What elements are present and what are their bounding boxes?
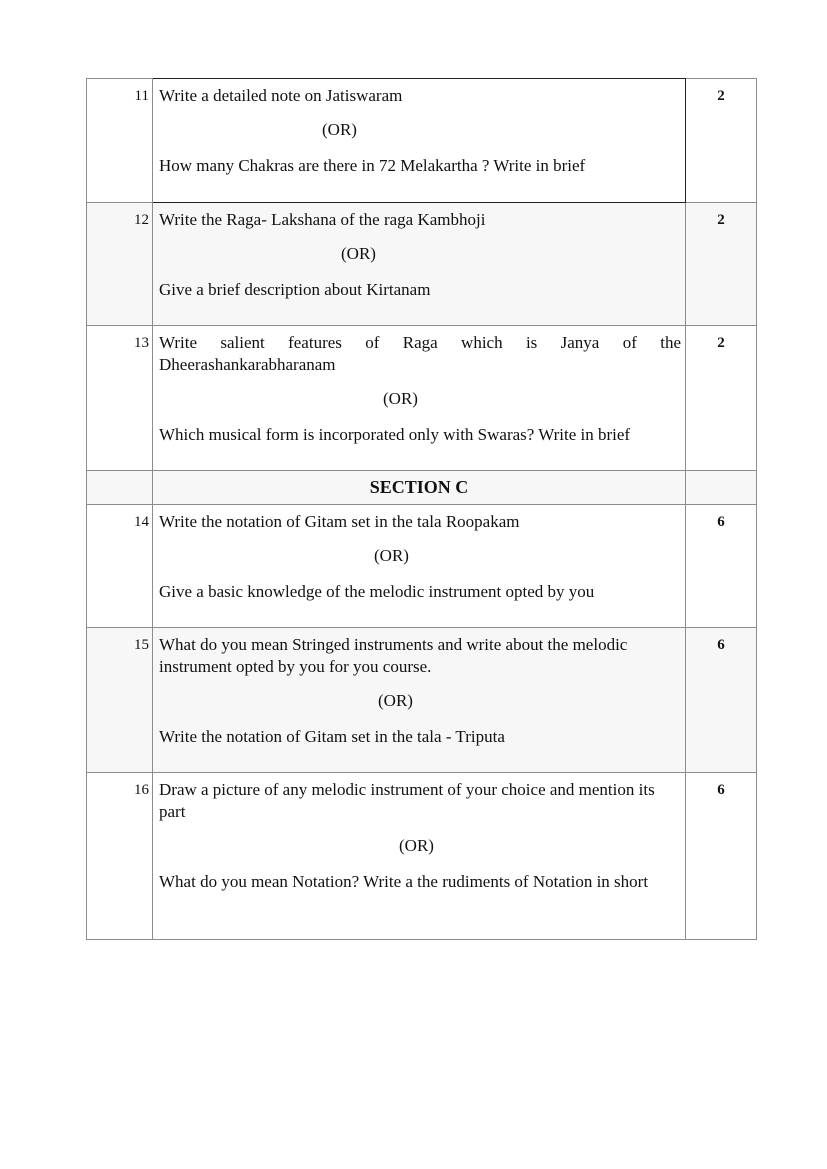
or-separator: (OR) (378, 691, 413, 710)
or-separator: (OR) (341, 244, 376, 263)
section-c-row (87, 471, 757, 505)
question-content (153, 326, 686, 471)
alternative-question-text: Write the notation of Gitam set in the tala - Triputa (159, 727, 505, 746)
marks: 2 (686, 79, 757, 203)
question-text-line-1: Write salient features of Raga which is Janya of the (159, 333, 681, 352)
section-marks-cell (686, 471, 757, 505)
question-content (153, 79, 686, 203)
question-content (153, 505, 686, 628)
section-heading: SECTION C (153, 471, 686, 505)
question-number: 11 (87, 79, 153, 203)
question-content (153, 628, 686, 773)
question-row-14 (87, 505, 757, 628)
alternative-question-text: Give a basic knowledge of the melodic instrument opted by you (159, 582, 595, 601)
question-content (153, 203, 686, 326)
question-number: 16 (87, 773, 153, 940)
question-text: Write the notation of Gitam set in the tala Roopakam (159, 512, 520, 531)
or-separator: (OR) (383, 389, 418, 408)
marks: 6 (686, 773, 757, 940)
question-text: Write the Raga- Lakshana of the raga Kambhoji (159, 210, 486, 229)
alternative-question-text: What do you mean Notation? Write a the rudiments of Notation in short (159, 872, 649, 891)
question-row-12 (87, 203, 757, 326)
question-number: 14 (87, 505, 153, 628)
alternative-question-text: Give a brief description about Kirtanam (159, 280, 431, 299)
question-number: 12 (87, 203, 153, 326)
alternative-question-text: How many Chakras are there in 72 Melakartha ? Write in brief (159, 156, 586, 175)
alternative-question-text: Which musical form is incorporated only with Swaras? Write in brief (159, 425, 631, 444)
or-separator: (OR) (322, 120, 357, 139)
question-text: Draw a picture of any melodic instrument of your choice and mention its part (159, 780, 655, 821)
marks: 2 (686, 326, 757, 471)
question-content (153, 773, 686, 940)
question-text-line-2: Dheerashankarabharanam (159, 355, 336, 374)
or-separator: (OR) (399, 836, 434, 855)
question-number: 15 (87, 628, 153, 773)
marks: 2 (686, 203, 757, 326)
question-text: Write a detailed note on Jatiswaram (159, 86, 403, 105)
question-row-16 (87, 773, 757, 940)
questions-table (86, 78, 757, 940)
section-number-cell (87, 471, 153, 505)
question-number: 13 (87, 326, 153, 471)
question-row-13 (87, 326, 757, 471)
marks: 6 (686, 505, 757, 628)
question-text: What do you mean Stringed instruments and write about the melodic instrument opted by you for you course. (159, 635, 628, 676)
question-row-15 (87, 628, 757, 773)
marks: 6 (686, 628, 757, 773)
question-row-11 (87, 79, 757, 203)
or-separator: (OR) (374, 546, 409, 565)
question-paper-page (86, 78, 756, 940)
